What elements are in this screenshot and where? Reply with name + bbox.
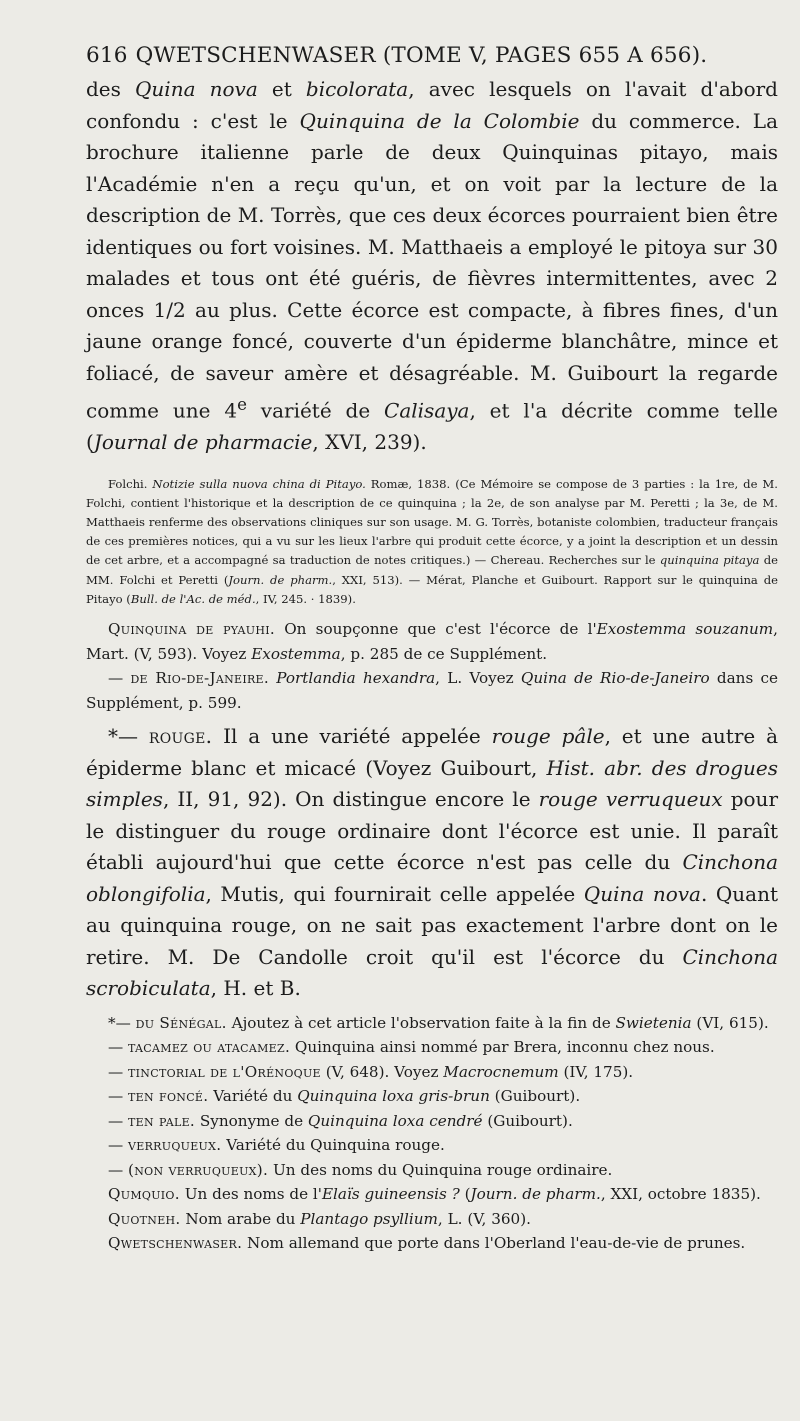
entry-rio-de-janeire: — de Rio-de-Janeire. Portlandia hexandra, L. Voyez Quina de Rio-de-Janeiro dans ce Supplément, p. 599.	[86, 669, 778, 712]
bibliography-note: Folchi. Notizie sulla nuova china di Pitayo. Romæ, 1838. (Ce Mémoire se compose de 3 parties : la 1re, de M. Folchi, contient l'historique et la description de ce quinquina ; la 2e, de son analyse par M. Peretti ; la 3e, de M. Matthaeis renferme des observations cliniques sur son usage. M. G. Torrès, botaniste colombien, traducteur français de ces premières notices, qui a vu sur les lieux l'arbre qui produit cette écorce, y a joint la description et un dessin de cet arbre, et a accompagné sa traduction de notes critiques.) — Chereau. Recherches sur le quinquina pitaya de MM. Folchi et Peretti (Journ. de pharm., XXI, 513). — Mérat, Planche et Guibourt. Rapport sur le quinquina de Pitayo (Bull. de l'Ac. de méd., IV, 245. · 1839).	[86, 476, 779, 606]
entry-head: verruqueux.	[128, 1136, 222, 1155]
paragraph-pitayo: des Quina nova et bicolorata, avec lesquels on l'avait d'abord confondu : c'est le Quinquina de la Colombie du commerce. La brochure italienne parle de deux Quinquinas pitayo, mais l'Académie n'en a reçu qu'un, et on voit par la lecture de la description de M. Torrès, que ces deux écorces pourraient bien être identiques ou fort voisines. M. Matthaeis a employé le pitoya sur 30 malades et tous ont été guéris, de fièvres intermittentes, avec 2 onces 1/2 au plus. Cette écorce est compacte, à fibres fines, d'un jaune orange foncé, couverte d'un épiderme blanchâtre, mince et foliacé, de saveur amère et désagréable. M. Guibourt la regarde comme une 4e variété de Calisaya, et l'a décrite comme telle (Journal de pharmacie, XVI, 239).	[86, 77, 779, 455]
entry-head: Quinquina de pyauhi.	[108, 620, 275, 639]
entry-tacamez: — tacamez ou atacamez. Quinquina ainsi nommé par Brera, inconnu chez nous.	[108, 1038, 715, 1057]
entry-quotneh: Quotneh. Nom arabe du Plantago psyllium, L. (V, 360).	[108, 1209, 531, 1228]
entry-ten-pale: — ten pale. Synonyme de Quinquina loxa cendré (Guibourt).	[108, 1111, 573, 1130]
entry-head: Quotneh.	[108, 1209, 181, 1228]
entry-head: (non verruqueux).	[128, 1160, 269, 1179]
entry-head: du Sénégal.	[135, 1013, 227, 1032]
entry-head: Qumquio.	[108, 1185, 180, 1204]
entry-verruqueux: — verruqueux. Variété du Quinquina rouge.	[108, 1136, 445, 1155]
page-number: 616	[86, 43, 128, 68]
entry-tinctorial: — tinctorial de l'Orénoque (V, 648). Voyez Macrocnemum (IV, 175).	[108, 1062, 634, 1081]
entry-rouge: *— rouge. Il a une variété appelée rouge pâle, et une autre à épiderme blanc et micacé (Voyez Guibourt, Hist. abr. des drogues simples, II, 91, 92). On distingue encore le rouge verruqueux pour le distinguer du rouge ordinaire dont l'écorce est unie. Il paraît établi aujourd'hui que cette écorce n'est pas celle du Cinchona oblongifolia, Mutis, qui fournirait celle appelée Quina nova. Quant au quinquina rouge, on ne sait pas exactement l'arbre dont on le retire. M. De Candolle croit qu'il est l'écorce du Cinchona scrobiculata, H. et B.	[86, 724, 779, 1001]
running-header	[86, 40, 778, 72]
entry-head: ten foncé.	[128, 1087, 209, 1106]
entry-head: tacamez ou atacamez.	[128, 1038, 291, 1057]
entry-head: ten pale.	[128, 1111, 196, 1130]
entry-head: Qwetschenwaser.	[108, 1234, 243, 1253]
entry-head: rouge.	[148, 724, 213, 749]
entry-non-verruqueux: — (non verruqueux). Un des noms du Quinquina rouge ordinaire.	[108, 1160, 613, 1179]
entry-senegal: *— du Sénégal. Ajoutez à cet article l'observation faite à la fin de Swietenia (VI, 615).	[108, 1013, 769, 1032]
entry-qwetschenwaser: Qwetschenwaser. Nom allemand que porte dans l'Oberland l'eau-de-vie de prunes.	[108, 1234, 746, 1253]
entry-pyauhi: Quinquina de pyauhi. On soupçonne que c'est l'écorce de l'Exostemma souzanum, Mart. (V, 593). Voyez Exostemma, p. 285 de ce Supplément.	[86, 620, 778, 663]
entry-head: tinctorial de l'Orénoque	[128, 1062, 321, 1081]
entry-ten-fonce: — ten foncé. Variété du Quinquina loxa gris-brun (Guibourt).	[108, 1087, 581, 1106]
entry-head: de Rio-de-Janeire.	[130, 669, 270, 688]
entry-qumquio: Qumquio. Un des noms de l'Elaïs guineensis ? (Journ. de pharm., XXI, octobre 1835).	[108, 1185, 761, 1204]
running-title: QWETSCHENWASER (TOME V, PAGES 655 A 656).	[135, 43, 708, 68]
